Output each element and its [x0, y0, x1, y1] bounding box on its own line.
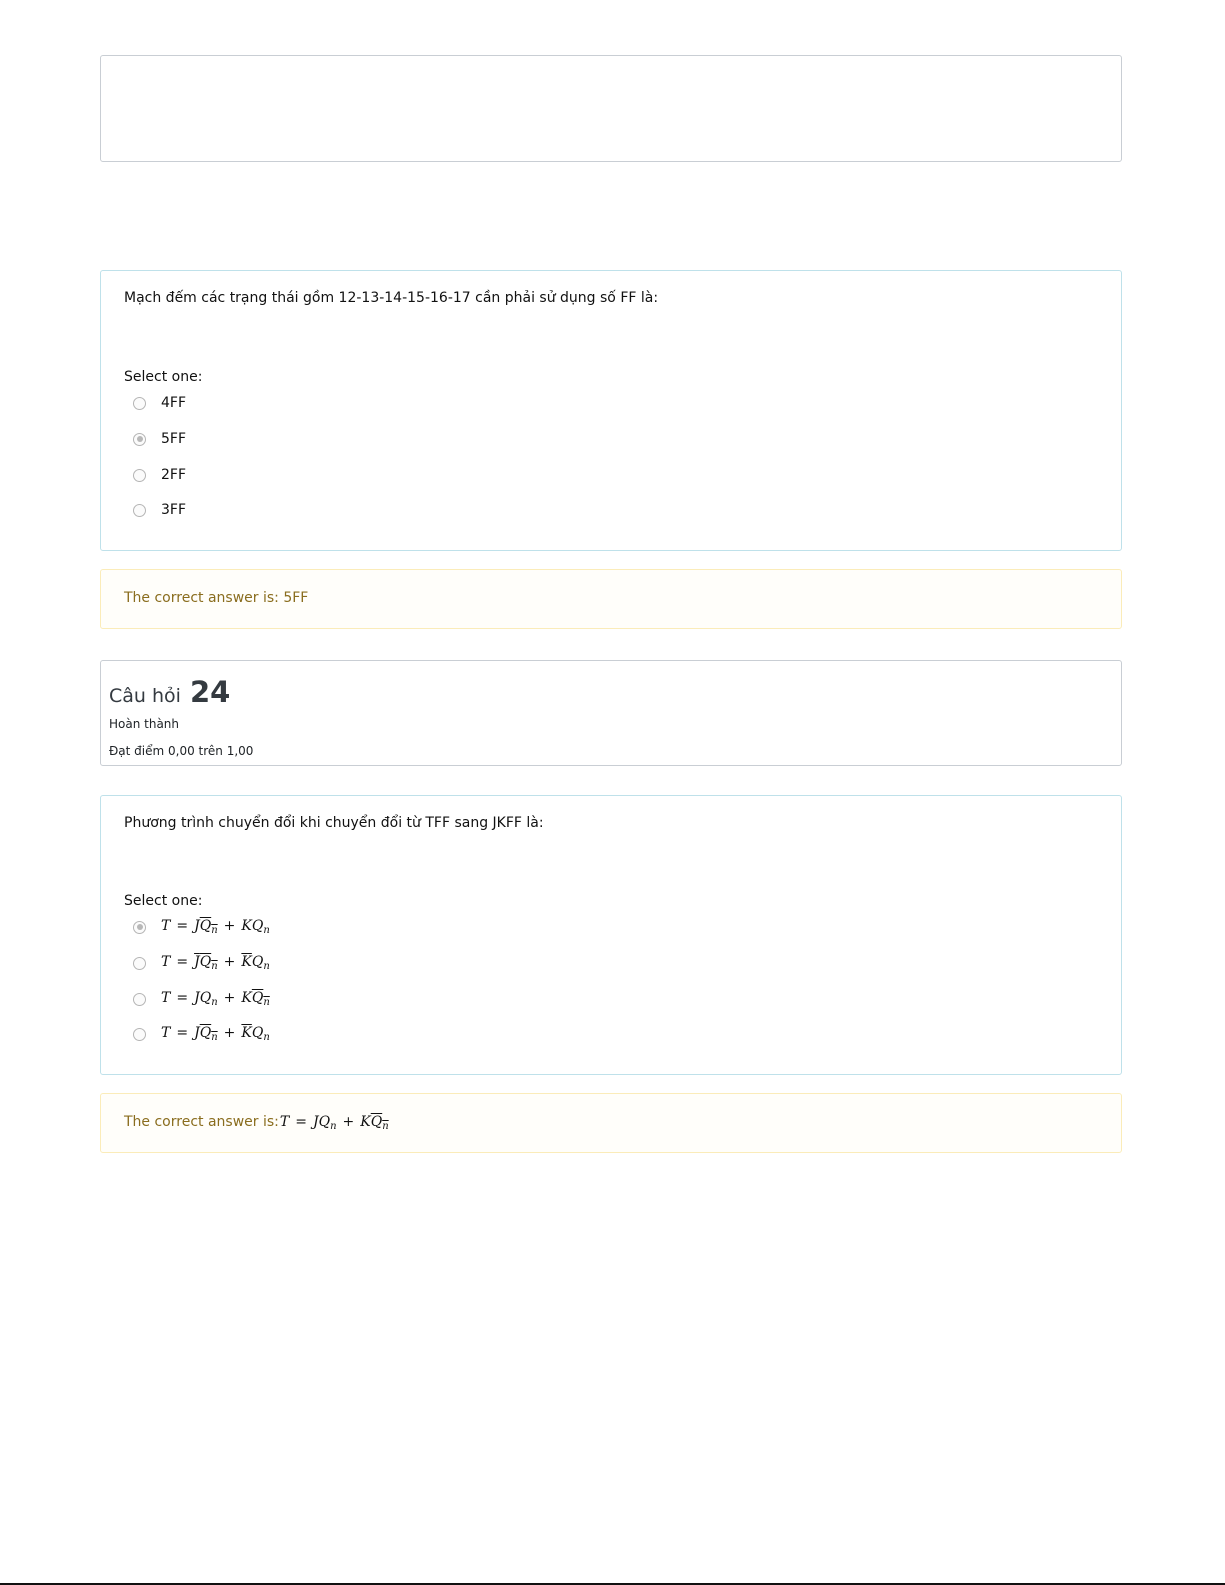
formula: $T = JQ_n + \overline{K}Q_n$: [161, 1025, 270, 1043]
radio-button[interactable]: [133, 397, 146, 410]
answer-option-d[interactable]: [133, 1024, 270, 1044]
answer-label: 3FF: [161, 502, 187, 518]
answer-option-2ff[interactable]: [133, 465, 186, 485]
radio-button-checked[interactable]: [133, 921, 146, 934]
select-one-label: Select one:: [124, 893, 203, 909]
radio-button-checked[interactable]: [133, 433, 146, 446]
question-state: Hoàn thành: [109, 717, 180, 731]
answer-option-c[interactable]: [133, 989, 270, 1009]
formula: $T = JQ_n + KQ_n$: [161, 918, 270, 936]
answer-label: 2FF: [161, 467, 187, 483]
answer-option-a[interactable]: [133, 917, 270, 937]
question-title: [109, 675, 230, 709]
question-23-feedback: [100, 569, 1122, 629]
question-24-feedback: [100, 1093, 1122, 1153]
question-23-formulation: [100, 270, 1122, 551]
question-text: Mạch đếm các trạng thái gồm 12-13-14-15-16-17 cần phải sử dụng số FF là:: [124, 290, 659, 306]
question-number: 24: [189, 675, 231, 709]
correct-answer-text: The correct answer is: 5FF: [124, 590, 309, 606]
answer-option-5ff[interactable]: [133, 429, 186, 449]
question-24-formulation: [100, 795, 1122, 1075]
correct-answer-text: [124, 1114, 389, 1132]
select-one-label: Select one:: [124, 369, 203, 385]
correct-answer-prefix: The correct answer is:: [124, 1114, 279, 1130]
radio-button[interactable]: [133, 957, 146, 970]
empty-content-box: [100, 55, 1122, 162]
radio-button[interactable]: [133, 1028, 146, 1041]
radio-button[interactable]: [133, 504, 146, 517]
answer-option-b[interactable]: [133, 953, 270, 973]
correct-answer-formula: $T = JQ_n + KQ_n$: [279, 1114, 389, 1132]
question-24-info: [100, 660, 1122, 766]
formula: $T = JQ_n + KQ_n$: [161, 990, 270, 1008]
radio-button[interactable]: [133, 469, 146, 482]
question-prefix: Câu hỏi: [109, 685, 181, 707]
answer-label: 5FF: [161, 431, 187, 447]
radio-button[interactable]: [133, 993, 146, 1006]
answer-label: 4FF: [161, 395, 187, 411]
question-text: Phương trình chuyển đổi khi chuyển đổi từ TFF sang JKFF là:: [124, 815, 544, 831]
question-grade: Đạt điểm 0,00 trên 1,00: [109, 744, 254, 758]
formula: $T = JQ_n + \overline{K}Q_n$: [161, 954, 270, 972]
answer-option-4ff[interactable]: [133, 393, 186, 413]
answer-option-3ff[interactable]: [133, 500, 186, 520]
